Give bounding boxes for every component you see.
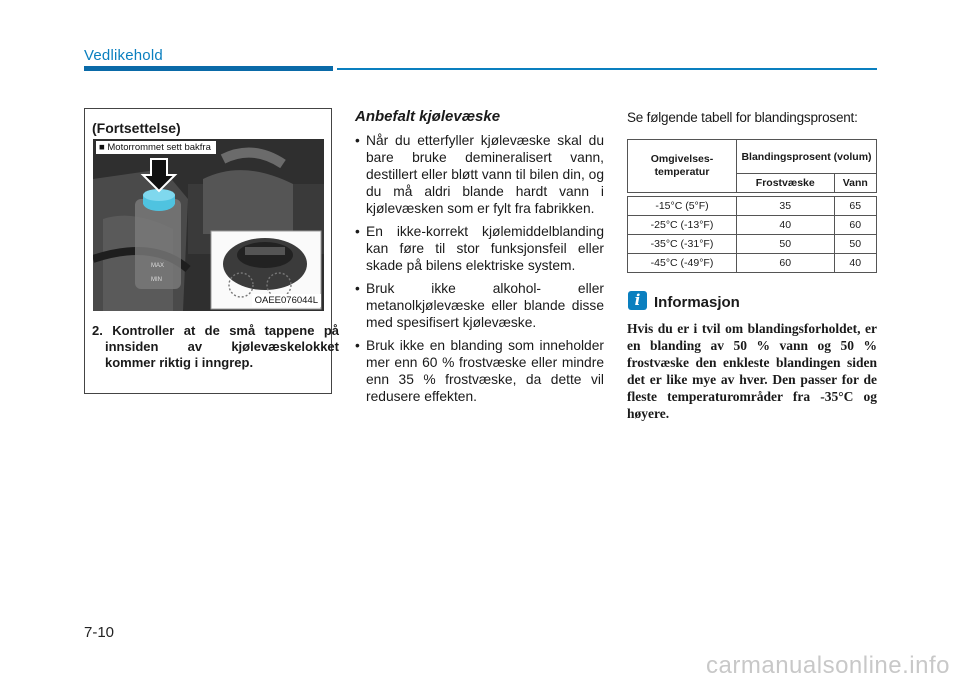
engine-illustration <box>93 139 324 311</box>
col-antifreeze-header: Frostvæske <box>737 174 835 193</box>
photo-code: OAEE076044L <box>252 294 321 307</box>
coolant-bullet-list <box>355 132 604 411</box>
mixing-table <box>627 139 877 273</box>
header-rule-dark <box>84 66 333 71</box>
cell-temp: -25°C (-13°F) <box>628 216 737 235</box>
cell-temp: -35°C (-31°F) <box>628 235 737 254</box>
table-row <box>628 235 877 254</box>
cell-antifreeze: 50 <box>737 235 835 254</box>
cell-water: 50 <box>834 235 876 254</box>
bullet-item: • Bruk ikke alkohol- eller metanolkjølevæske eller blande disse med spesifisert kjølevæske. <box>355 280 604 331</box>
page-number: 7-10 <box>84 624 115 641</box>
cell-water: 60 <box>834 216 876 235</box>
cell-temp: -15°C (5°F) <box>628 197 737 216</box>
engine-photo <box>93 139 324 311</box>
info-heading: Informasjon <box>654 294 740 311</box>
bullet-item: • Når du etterfyller kjølevæske skal du bare bruke demineralisert vann, destillert eller bløtt vann til bilen din, og du må aldri blande hardt vann i kjølevæsken som er fylt fra fabrikken. <box>355 132 604 217</box>
bullet-item: • Bruk ikke en blanding som inneholder mer enn 60 % frostvæske eller mindre enn 35 % frostvæske, da dette vil redusere effekten. <box>355 337 604 405</box>
header-rule-light <box>337 68 877 70</box>
step-instruction: 2. Kontroller at de små tappene på innsiden av kjølevæskelokket kommer riktig i inngrep. <box>92 323 339 370</box>
reservoir-min-label: MIN <box>151 277 162 283</box>
reservoir-max-label: MAX <box>151 263 165 269</box>
bullet-item: • En ikke-korrekt kjølemiddelblanding kan føre til stor funksjonsfeil eller skade på bilens elektriske system. <box>355 223 604 274</box>
cell-temp: -45°C (-49°F) <box>628 254 737 273</box>
box-heading: (Fortsettelse) <box>92 120 181 136</box>
cell-antifreeze: 60 <box>737 254 835 273</box>
continued-box <box>84 108 339 394</box>
info-icon: i <box>628 291 647 310</box>
watermark: carmanualsonline.info <box>706 652 950 679</box>
col-water-header: Vann <box>834 174 876 193</box>
section-title: Vedlikehold <box>84 47 163 64</box>
table-row <box>628 216 877 235</box>
table-intro: Se følgende tabell for blandingsprosent: <box>627 110 858 125</box>
cell-water: 40 <box>834 254 876 273</box>
coolant-heading: Anbefalt kjølevæske <box>355 108 501 125</box>
cell-water: 65 <box>834 197 876 216</box>
col-temperature-header: Omgivelses-temperatur <box>628 140 737 193</box>
cell-antifreeze: 35 <box>737 197 835 216</box>
table-row <box>628 197 877 216</box>
col-mix-header: Blandingsprosent (volum) <box>737 140 877 174</box>
table-row <box>628 254 877 273</box>
cell-antifreeze: 40 <box>737 216 835 235</box>
info-body: Hvis du er i tvil om blandingsforholdet, er en blanding av 50 % vann og 50 % frostvæske den enkleste blandingen siden det er like mye av hver. Den passer for de fleste temperaturområder fra -35°C og høyere. <box>627 321 877 421</box>
photo-caption: ■ Motorrommet sett bakfra <box>96 141 216 154</box>
